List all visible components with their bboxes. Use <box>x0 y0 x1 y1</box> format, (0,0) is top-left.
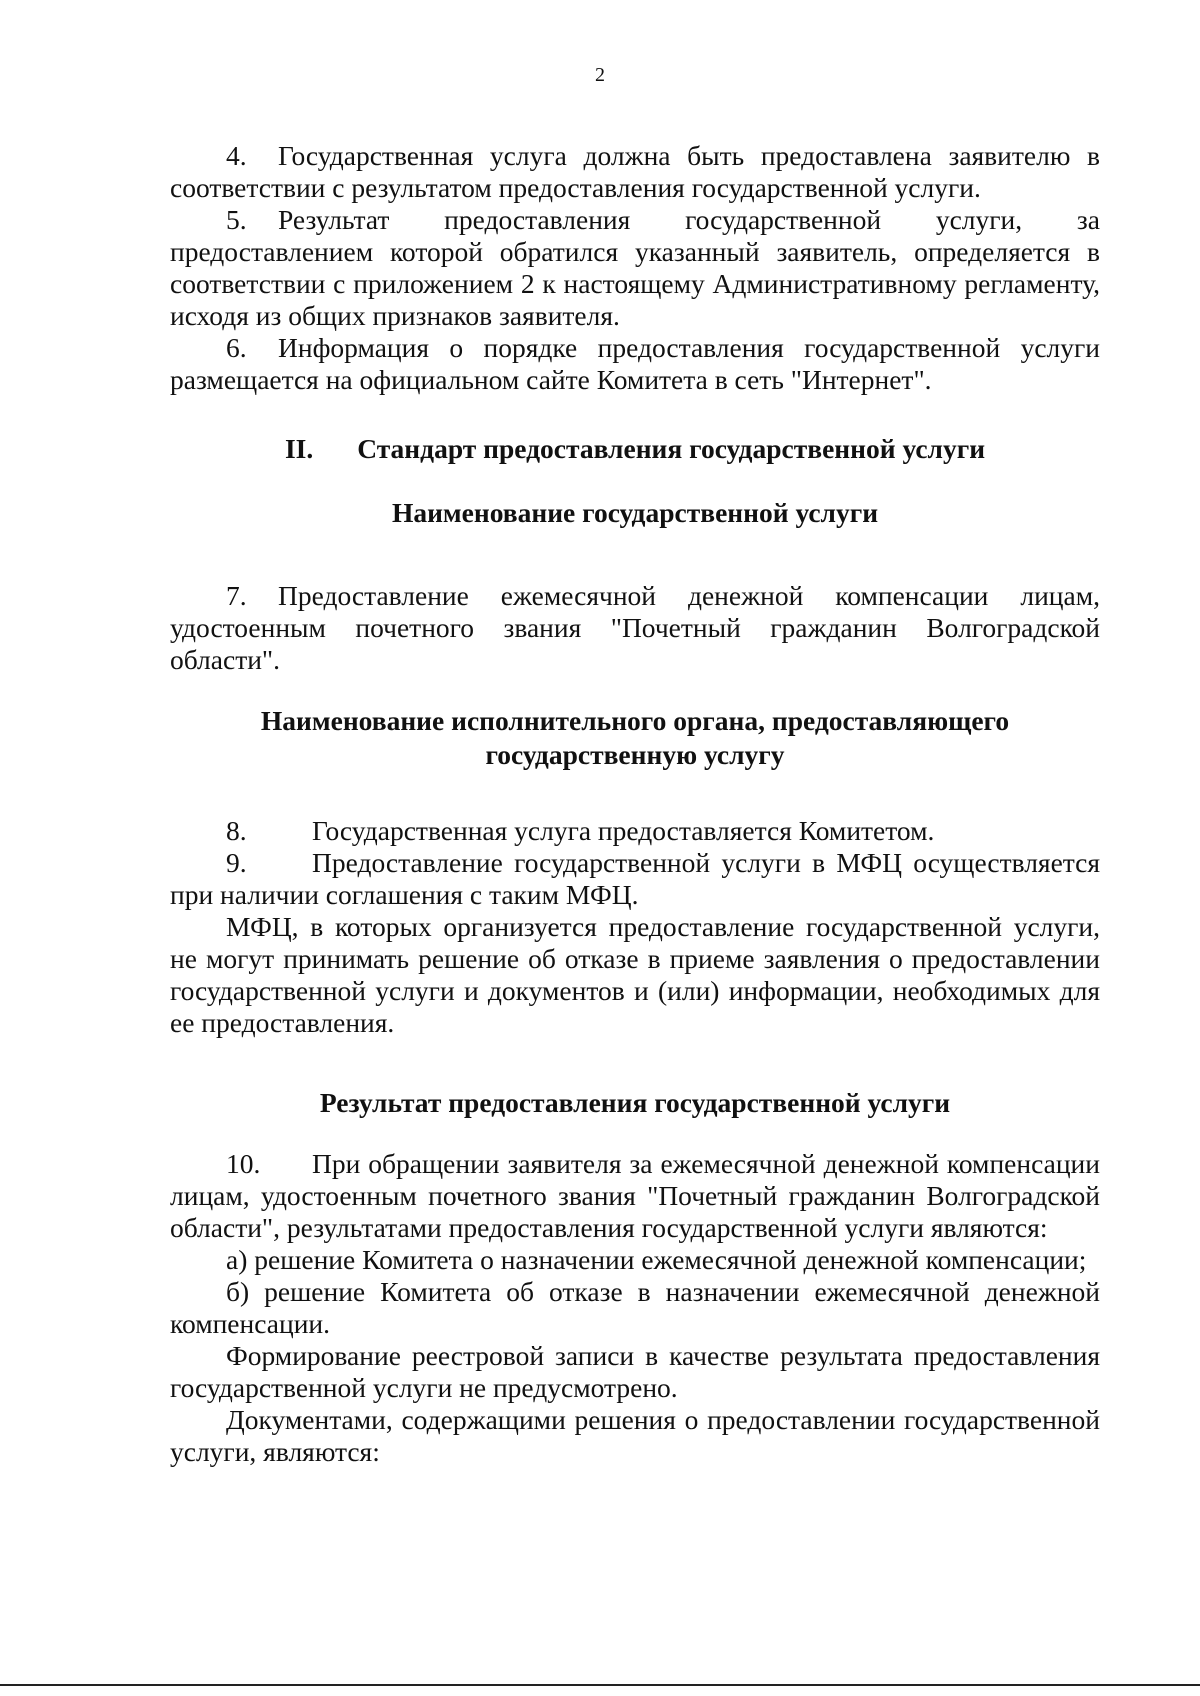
paragraph-7-block <box>170 580 1100 676</box>
paragraph-number: 4. <box>226 140 247 171</box>
paragraph-text: Государственная услуга предоставляется Комитетом. <box>312 815 935 846</box>
heading-service-result: Результат предоставления государственной услуги <box>319 1087 951 1118</box>
section-heading <box>170 432 1100 466</box>
section-title: Стандарт предоставления государственной услуги <box>357 433 986 464</box>
paragraph-number: 6. <box>226 332 247 363</box>
paragraph-text: При обращении заявителя за ежемесячной денежной компенсации лицам, удостоенным почетного звания "Почетный гражданин Волгоградской области", результатами предоставления государственной услуги являются: <box>170 1148 1100 1243</box>
paragraphs-top <box>170 140 1100 396</box>
paragraph-text: Предоставление ежемесячной денежной компенсации лицам, удостоенным почетного звания "Почетный гражданин Волгоградской области". <box>170 580 1100 675</box>
heading-executive-body <box>170 704 1100 772</box>
paragraph-registry: Формирование реестровой записи в качестве результата предоставления государственной услуги не предусмотрено. <box>170 1340 1100 1403</box>
paragraph-mfc: МФЦ, в которых организуется предоставление государственной услуги, не могут принимать решение об отказе в приеме заявления о предоставлении государственной услуги и документов и (или) информации, необходимых для ее предоставления. <box>170 911 1100 1038</box>
paragraph-text: Предоставление государственной услуги в МФЦ осуществляется при наличии соглашения с таким МФЦ. <box>170 847 1100 910</box>
scan-bottom-edge <box>0 1684 1200 1686</box>
paragraph-number: 7. <box>226 580 247 611</box>
paragraph-documents: Документами, содержащими решения о предоставлении государственной услуги, являются: <box>170 1404 1100 1467</box>
paragraph-number: 10. <box>226 1148 261 1179</box>
paragraph-6 <box>170 332 1100 396</box>
heading-line-2: государственную услугу <box>485 739 785 770</box>
paragraph-text: Информация о порядке предоставления государственной услуги размещается на официальном сайте Комитета в сеть "Интернет". <box>170 332 1100 395</box>
paragraphs-organ <box>170 815 1100 1039</box>
paragraphs-result <box>170 1148 1100 1468</box>
paragraph-8 <box>170 815 1100 847</box>
paragraph-text: Результат предоставления государственной услуги, за предоставлением которой обратился указанный заявитель, определяется в соответствии с приложением 2 к настоящему Административному регламенту, исходя из общих признаков заявителя. <box>170 204 1100 331</box>
heading-service-name: Наименование государственной услуги <box>391 497 879 528</box>
paragraph-9 <box>170 847 1100 911</box>
paragraph-text: Государственная услуга должна быть предоставлена заявителю в соответствии с результатом предоставления государственной услуги. <box>170 140 1100 203</box>
paragraph-4 <box>170 140 1100 204</box>
heading-line-1: Наименование исполнительного органа, предоставляющего <box>260 705 1010 736</box>
paragraph-number: 8. <box>226 815 247 846</box>
list-item-a: а) решение Комитета о назначении ежемесячной денежной компенсации; <box>226 1244 1087 1275</box>
paragraph-7 <box>170 580 1100 676</box>
paragraph-10 <box>170 1148 1100 1244</box>
list-item-b: б) решение Комитета об отказе в назначении ежемесячной денежной компенсации. <box>170 1276 1100 1339</box>
paragraph-number: 9. <box>226 847 247 878</box>
paragraph-number: 5. <box>226 204 247 235</box>
paragraph-5 <box>170 204 1100 332</box>
section-roman-numeral: II. <box>284 433 314 464</box>
page-number: 2 <box>595 64 605 86</box>
